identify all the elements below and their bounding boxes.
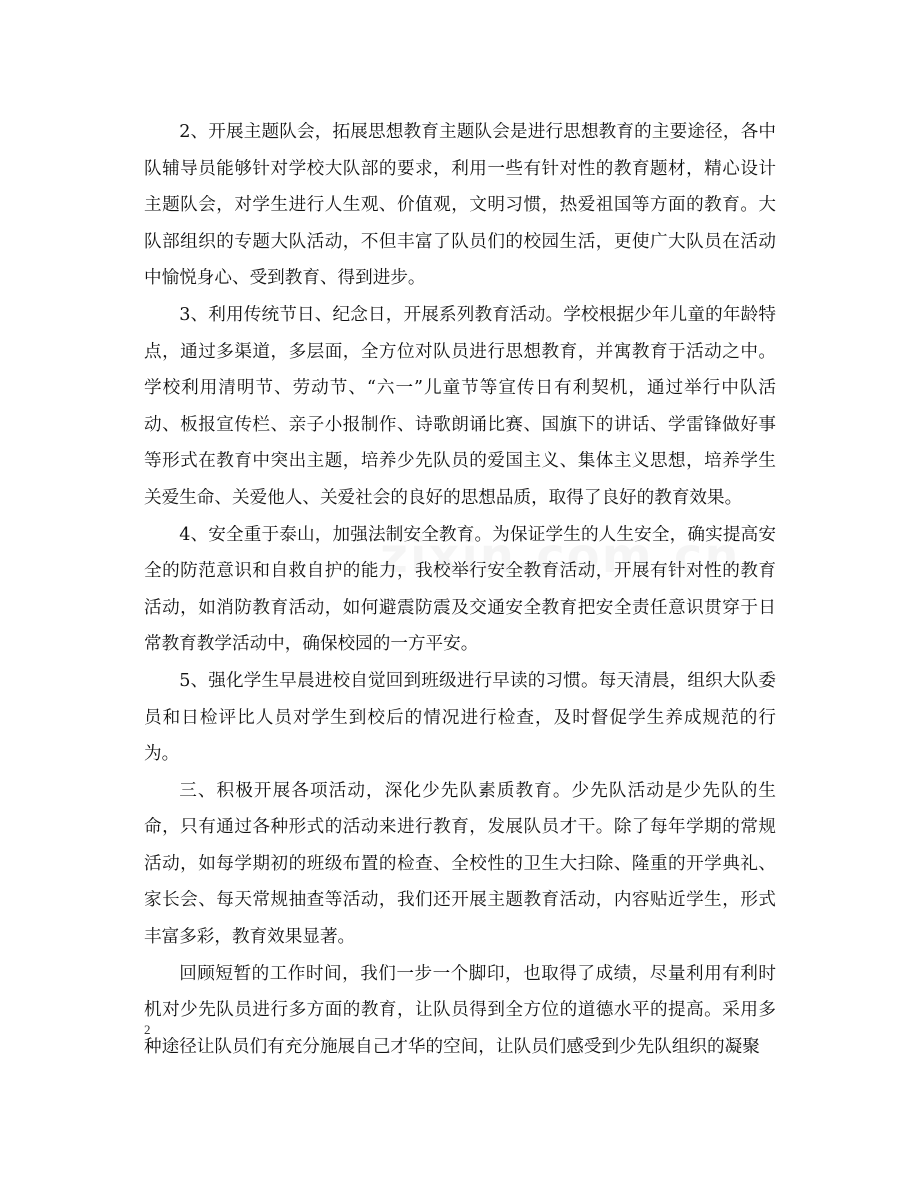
page-number: 2 <box>144 1022 151 1037</box>
paragraph-5-morning-reading: 5、强化学生早晨进校自觉回到班级进行早读的习惯。每天清晨，组织大队委员和日检评比人员对学生到校后的情况进行检查，及时督促学生养成规范的行为。 <box>144 670 776 765</box>
paragraph-review-summary: 回顾短暂的工作时间，我们一步一个脚印，也取得了成绩，尽量利用有利时机对少先队员进行多方面的教育，让队员得到全方位的道德水平的提高。采用多种途径让队员们有充分施展自己才华的空间，让队员们感受到少先队组织的凝聚 <box>144 963 776 1057</box>
paragraph-2-theme-meetings: 2、开展主题队会，拓展思想教育主题队会是进行思想教育的主要途径，各中队辅导员能够针对学校大队部的要求，利用一些有针对性的教育题材，精心设计主题队会，对学生进行人生观、价值观，文明习惯，热爱祖国等方面的教育。大队部组织的专题大队活动，不但丰富了队员们的校园生活，更使广大队员在活动中愉悦身心、受到教育、得到进步。 <box>144 122 776 289</box>
paragraph-section-three-activities: 三、积极开展各项活动，深化少先队素质教育。少先队活动是少先队的生命，只有通过各种形式的活动来进行教育，发展队员才干。除了每年学期的常规活动，如每学期初的班级布置的检查、全校性的卫生大扫除、隆重的开学典礼、家长会、每天常规抽查等活动，我们还开展主题教育活动，内容贴近学生，形式丰富多彩，教育效果显著。 <box>144 780 776 948</box>
paragraph-4-safety-education: 4、安全重于泰山，加强法制安全教育。为保证学生的人生安全，确实提高安全的防范意识和自救自护的能力，我校举行安全教育活动，开展有针对性的教育活动，如消防教育活动，如何避震防震及交通安全教育把安全责任意识贯穿于日常教育教学活动中，确保校园的一方平安。 <box>144 524 776 655</box>
document-body <box>144 114 776 1065</box>
paragraph-3-traditional-festivals: 3、利用传统节日、纪念日，开展系列教育活动。学校根据少年儿童的年龄特点，通过多渠道，多层面，全方位对队员进行思想教育，并寓教育于活动之中。学校利用清明节、劳动节、“六一”儿童节等宣传日有利契机，通过举行中队活动、板报宣传栏、亲子小报制作、诗歌朗诵比赛、国旗下的讲话、学雷锋做好事等形式在教育中突出主题，培养少先队员的爱国主义、集体主义思想，培养学生关爱生命、关爱他人、关爱社会的良好的思想品质，取得了良好的教育效果。 <box>144 304 776 508</box>
